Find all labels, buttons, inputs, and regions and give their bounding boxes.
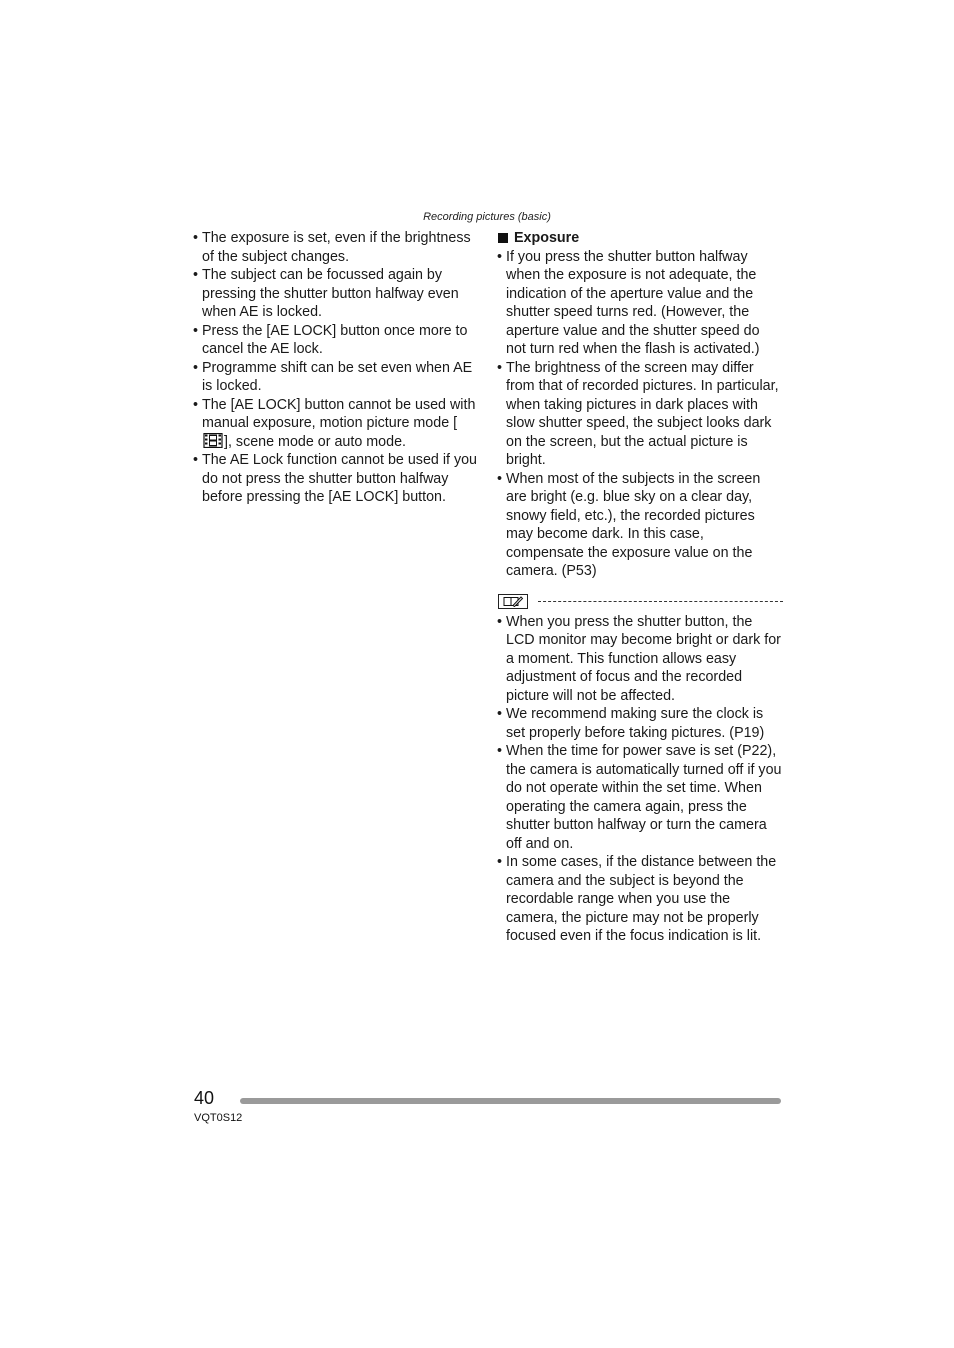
list-item: • The subject can be focussed again by pressing the shutter button halfway even when AE is locked. xyxy=(193,266,477,322)
note-pencil-icon xyxy=(498,594,528,609)
model-code: VQT0S12 xyxy=(194,1112,243,1124)
list-item: • The exposure is set, even if the brightness of the subject changes. xyxy=(193,229,477,266)
list-item xyxy=(193,396,477,452)
list-item: • Programme shift can be set even when AE is locked. xyxy=(193,359,477,396)
note-divider xyxy=(497,593,783,611)
motion-picture-film-icon xyxy=(203,433,223,448)
list-item: • When the time for power save is set (P22), the camera is automatically turned off if you do not operate within the set time. When operating the camera again, press the shutter button halfway or turn the camera off and on. xyxy=(497,742,783,853)
list-item: • The AE Lock function cannot be used if you do not press the shutter button halfway before pressing the [AE LOCK] button. xyxy=(193,451,477,507)
footer-rule xyxy=(240,1098,781,1104)
running-header: Recording pictures (basic) xyxy=(423,211,551,223)
list-item-text-after-icon: ], scene mode or auto mode. xyxy=(224,433,406,450)
list-item: • We recommend making sure the clock is set properly before taking pictures. (P19) xyxy=(497,705,783,742)
ae-lock-notes-list xyxy=(193,229,477,507)
black-square-icon xyxy=(498,233,508,243)
exposure-heading-text: Exposure xyxy=(514,230,580,246)
page-number: 40 xyxy=(194,1088,215,1108)
list-item: • When you press the shutter button, the LCD monitor may become bright or dark for a moment. This function allows easy adjustment of focus and the recorded picture will not be affected. xyxy=(497,613,783,706)
right-column xyxy=(497,229,783,946)
left-column xyxy=(193,229,477,507)
list-item: • Press the [AE LOCK] button once more to cancel the AE lock. xyxy=(193,322,477,359)
list-item: • In some cases, if the distance between the camera and the subject is beyond the recordable range when you use the camera, the picture may not be properly focused even if the focus indication is lit. xyxy=(497,853,783,946)
exposure-section-heading xyxy=(497,229,783,248)
list-item: • When most of the subjects in the screen are bright (e.g. blue sky on a clear day, snowy field, etc.), the recorded pictures may become dark. In this case, compensate the exposure value on the camera. (P53) xyxy=(497,470,783,581)
general-notes-list xyxy=(497,613,783,946)
list-item: • If you press the shutter button halfway when the exposure is not adequate, the indication of the aperture value and the shutter speed turns red. (However, the aperture value and the shutter speed do not turn red when the flash is activated.) xyxy=(497,248,783,359)
dashed-divider-line xyxy=(538,601,783,602)
list-item: • The brightness of the screen may differ from that of recorded pictures. In particular, when taking pictures in dark places with slow shutter speed, the subject looks dark on the screen, but the actual picture is bright. xyxy=(497,359,783,470)
exposure-notes-list xyxy=(497,248,783,581)
list-item-text-before-icon: The [AE LOCK] button cannot be used with manual exposure, motion picture mode [ xyxy=(202,396,476,431)
